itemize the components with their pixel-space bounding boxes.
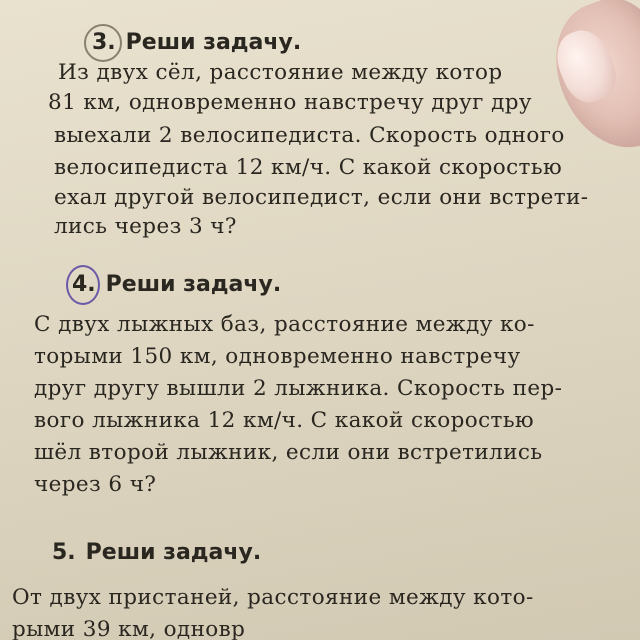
- task-4-title: Реши задачу.: [105, 272, 282, 297]
- task-4-pen-circle: [66, 265, 100, 305]
- task-4-line-4: вого лыжника 12 км/ч. С какой скоростью: [34, 408, 535, 433]
- task-3-title: Реши задачу.: [125, 30, 302, 55]
- task-3-line-5: ехал другой велосипедист, если они встрети-: [54, 185, 589, 210]
- task-3-line-1: Из двух сёл, расстояние между котор: [58, 60, 503, 85]
- task-5-title: Реши задачу.: [85, 540, 262, 565]
- task-3-line-2: 81 км, одновременно навстречу друг дру: [48, 90, 532, 115]
- task-4-line-1: С двух лыжных баз, расстояние между ко-: [34, 312, 535, 337]
- task-4-line-3: друг другу вышли 2 лыжника. Скорость пер-: [34, 376, 563, 401]
- task-3-line-4: велосипедиста 12 км/ч. С какой скоростью: [54, 155, 563, 180]
- task-3-line-6: лись через 3 ч?: [54, 214, 237, 239]
- task-4-line-5: шёл второй лыжник, если они встретились: [34, 440, 543, 465]
- task-4-line-2: торыми 150 км, одновременно навстречу: [34, 344, 521, 369]
- task-5-heading: [52, 540, 261, 565]
- task-3-pencil-circle: [84, 24, 122, 62]
- task-3-number: 3.: [92, 30, 116, 55]
- task-5-number: 5.: [52, 540, 76, 565]
- task-4-heading: [72, 272, 281, 297]
- task-3-heading: [92, 30, 301, 55]
- task-5-line-1: От двух пристаней, расстояние между кото-: [12, 585, 534, 610]
- task-3-line-3: выехали 2 велосипедиста. Скорость одного: [54, 123, 565, 148]
- task-4-line-6: через 6 ч?: [34, 472, 157, 497]
- task-4-number: 4.: [72, 272, 96, 297]
- task-5-line-2: рыми 39 км, одновр: [12, 617, 246, 640]
